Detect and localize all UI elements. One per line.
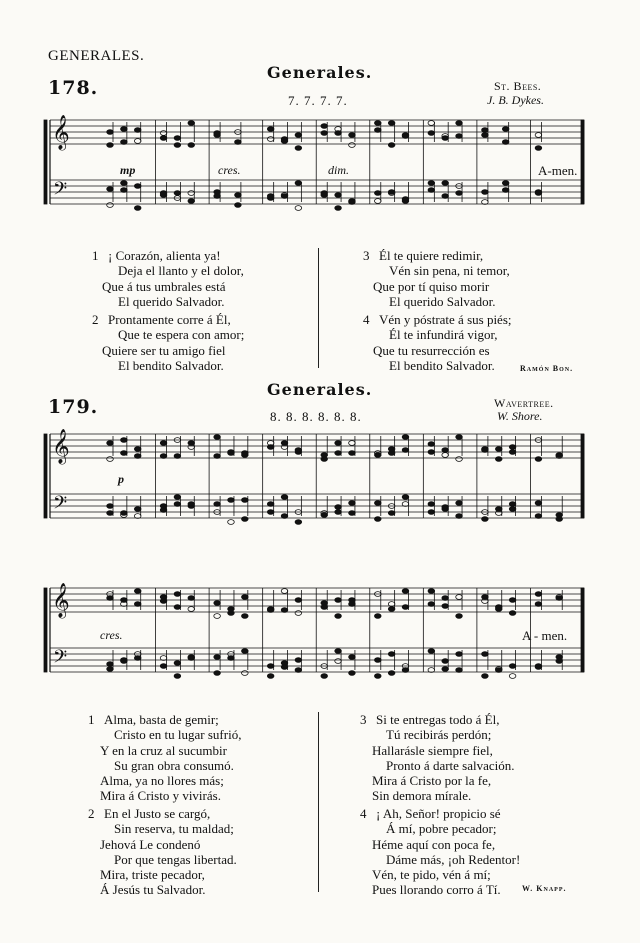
note-head: [281, 495, 288, 500]
note-head: [428, 589, 435, 594]
note-head: [442, 604, 449, 609]
note-head: [134, 602, 141, 607]
note-head: [134, 454, 141, 459]
hymn-meter: 8. 8. 8. 8. 8. 8.: [270, 409, 362, 424]
verse-line: Que te espera con amor;: [118, 327, 245, 343]
note-head: [428, 450, 435, 455]
note-head: [442, 596, 449, 601]
note-head: [188, 607, 195, 612]
note-head: [374, 501, 381, 506]
note-head: [214, 601, 221, 606]
treble-clef-icon: 𝄞: [52, 583, 70, 618]
note-head: [509, 674, 516, 679]
note-head: [402, 589, 409, 594]
note-head: [242, 614, 249, 619]
note-head: [456, 514, 463, 519]
note-head: [556, 596, 563, 601]
verse-line: Prontamente corre á Él,: [108, 312, 231, 327]
note-head: [442, 505, 449, 510]
author-credit: W. Knapp.: [522, 884, 567, 893]
note-head: [374, 517, 381, 522]
hymn-number: 178.: [48, 77, 99, 99]
verse-line: Mira, triste pecador,: [100, 867, 205, 883]
note-head: [402, 448, 409, 453]
note-head: [556, 659, 563, 664]
note-head: [134, 656, 141, 661]
note-head: [349, 451, 356, 456]
note-head: [349, 655, 356, 660]
note-head: [174, 502, 181, 507]
note-head: [281, 514, 288, 519]
note-head: [267, 674, 274, 679]
note-head: [349, 511, 356, 516]
note-head: [295, 520, 302, 525]
brace: [44, 588, 47, 672]
note-head: [267, 664, 274, 669]
note-head: [509, 664, 516, 669]
note-head: [374, 614, 381, 619]
note-head: [402, 495, 409, 500]
note-head: [295, 658, 302, 663]
verse-number: 1: [92, 248, 99, 263]
verse-line: Vén y póstrate á sus piés;: [379, 312, 512, 327]
verse-line: ¡ Ah, Señor! propicio sé: [376, 806, 501, 821]
verse-line: Deja el llanto y el dolor,: [118, 263, 244, 279]
note-head: [335, 505, 342, 510]
author-credit: Ramón Bon.: [520, 364, 574, 373]
verse-line: En el Justo se cargó,: [104, 806, 211, 821]
note-head: [174, 674, 181, 679]
verse-number: 4: [363, 312, 370, 327]
note-head: [535, 665, 542, 670]
hymn-title: Generales.: [267, 63, 373, 82]
dynamic-marking: cres.: [218, 163, 241, 177]
note-head: [428, 502, 435, 507]
note-head: [335, 659, 342, 664]
note-head: [107, 662, 114, 667]
note-head: [121, 659, 128, 664]
note-head: [535, 514, 542, 519]
verse-number: 4: [360, 806, 367, 821]
dynamic-marking: p: [118, 472, 124, 486]
verse-line: El querido Salvador.: [118, 293, 225, 309]
column-divider: [318, 712, 319, 892]
verse-line: Á mí, pobre pecador;: [386, 821, 497, 837]
note-head: [214, 435, 221, 440]
note-head: [428, 442, 435, 447]
note-head: [456, 501, 463, 506]
note-head: [267, 608, 274, 613]
note-head: [242, 451, 249, 456]
note-head: [495, 668, 502, 673]
verse-line: Vén, te pido, vén á mí;: [372, 867, 491, 883]
note-head: [495, 447, 502, 452]
note-head: [188, 502, 195, 507]
verse-line: Dáme más, ¡oh Redentor!: [386, 851, 521, 867]
note-head: [214, 655, 221, 660]
note-head: [456, 668, 463, 673]
note-head: [242, 498, 249, 503]
bass-clef-icon: 𝄢: [53, 179, 68, 204]
hymn-meter: 7. 7. 7. 7.: [288, 93, 348, 108]
note-head: [374, 658, 381, 663]
note-head: [228, 451, 235, 456]
note-head: [402, 605, 409, 610]
note-head: [535, 592, 542, 597]
verse-line: Cristo en tu lugar sufrió,: [114, 727, 242, 743]
note-head: [482, 674, 489, 679]
note-head: [121, 451, 128, 456]
note-head: [388, 671, 395, 676]
note-head: [295, 611, 302, 616]
note-head: [134, 507, 141, 512]
note-head: [214, 454, 221, 459]
note-head: [121, 511, 128, 516]
note-head: [281, 589, 288, 594]
note-head: [107, 441, 114, 446]
note-head: [402, 435, 409, 440]
verse-number: 3: [363, 248, 370, 263]
verse-line: Alma, ya no llores más;: [100, 773, 224, 789]
note-head: [107, 504, 114, 509]
dynamic-marking: dim.: [328, 163, 349, 177]
verse-line: El bendito Salvador.: [389, 357, 495, 373]
note-head: [267, 502, 274, 507]
note-head: [509, 598, 516, 603]
verse-number: 1: [88, 712, 95, 727]
note-head: [242, 517, 249, 522]
verse-line: Vén sin pena, ni temor,: [389, 263, 510, 279]
note-head: [482, 517, 489, 522]
composer: W. Shore.: [497, 409, 543, 423]
note-head: [535, 457, 542, 462]
note-head: [281, 665, 288, 670]
verse-line: Mira á Cristo por la fe,: [372, 773, 492, 789]
hymn-number: 179.: [48, 396, 99, 418]
verse-line: Él te infundirá vigor,: [389, 327, 498, 343]
note-head: [495, 457, 502, 462]
dynamic-marking: mp: [120, 163, 136, 177]
note-head: [556, 517, 563, 522]
note-head: [535, 501, 542, 506]
note-head: [442, 453, 449, 458]
note-head: [456, 595, 463, 600]
verse-line: Y en la cruz al sucumbir: [100, 742, 227, 758]
note-head: [121, 438, 128, 443]
note-head: [335, 510, 342, 515]
note-head: [214, 502, 221, 507]
note-head: [174, 661, 181, 666]
note-head: [509, 507, 516, 512]
verse-line: Pronto á darte salvación.: [386, 757, 515, 773]
note-head: [295, 598, 302, 603]
note-head: [134, 447, 141, 452]
verse-line: El querido Salvador.: [389, 293, 496, 309]
verse-line: Héme aquí con poca fe,: [372, 836, 496, 852]
note-head: [160, 441, 167, 446]
note-head: [482, 652, 489, 657]
note-head: [174, 605, 181, 610]
note-head: [174, 592, 181, 597]
verse-line: Él te quiere redimir,: [379, 248, 484, 263]
note-head: [228, 611, 235, 616]
note-head: [509, 445, 516, 450]
note-head: [228, 656, 235, 661]
composer: J. B. Dykes.: [487, 93, 544, 107]
note-head: [228, 520, 235, 525]
verse-line: Quiere ser tu amigo fiel: [102, 342, 226, 358]
note-head: [349, 441, 356, 446]
note-head: [442, 659, 449, 664]
note-head: [335, 649, 342, 654]
note-head: [428, 602, 435, 607]
note-head: [388, 607, 395, 612]
amen-text: A-men.: [538, 163, 578, 178]
note-head: [456, 457, 463, 462]
note-head: [134, 589, 141, 594]
note-head: [335, 451, 342, 456]
note-head: [242, 649, 249, 654]
verse-line: ¡ Corazón, alienta ya!: [108, 248, 221, 263]
bass-clef-icon: 𝄢: [53, 647, 68, 672]
verse-line: Sin demora mírale.: [372, 788, 472, 804]
note-head: [482, 448, 489, 453]
note-head: [349, 671, 356, 676]
verse-line: Jehová Le condenó: [100, 836, 201, 852]
verse-line: Su gran obra consumó.: [114, 757, 234, 773]
note-head: [495, 605, 502, 610]
verse-line: Tú recibirás perdón;: [386, 727, 492, 743]
note-head: [442, 448, 449, 453]
note-head: [374, 674, 381, 679]
note-head: [509, 450, 516, 455]
note-head: [321, 605, 328, 610]
dynamic-marking: cres.: [100, 628, 123, 642]
verse-line: Si te entregas todo á Él,: [376, 712, 500, 727]
note-head: [349, 501, 356, 506]
verse: [88, 712, 241, 804]
note-head: [335, 598, 342, 603]
note-head: [160, 508, 167, 513]
note-head: [402, 668, 409, 673]
note-head: [456, 435, 463, 440]
note-head: [509, 611, 516, 616]
note-head: [295, 448, 302, 453]
note-head: [335, 441, 342, 446]
verse-line: Que tu resurrección es: [373, 342, 490, 358]
note-head: [428, 649, 435, 654]
treble-clef-icon: 𝄞: [52, 429, 70, 464]
verse-line: Por que tengas libertad.: [114, 851, 237, 867]
page-header: GENERALES.: [48, 48, 145, 64]
verse-line: Alma, basta de gemir;: [104, 712, 219, 727]
note-head: [535, 602, 542, 607]
amen-text: A - men.: [522, 628, 568, 643]
note-head: [281, 608, 288, 613]
note-head: [188, 656, 195, 661]
note-head: [214, 614, 221, 619]
treble-clef-icon: 𝄞: [52, 115, 70, 150]
note-head: [321, 457, 328, 462]
note-head: [349, 602, 356, 607]
verse: [88, 806, 237, 898]
note-head: [442, 667, 449, 672]
verse-number: 3: [360, 712, 367, 727]
note-head: [174, 454, 181, 459]
verse: [360, 712, 515, 804]
note-head: [174, 495, 181, 500]
note-head: [107, 667, 114, 672]
note-head: [188, 596, 195, 601]
verse-line: Que á tus umbrales está: [102, 278, 226, 294]
note-head: [388, 451, 395, 456]
hymn-title: Generales.: [267, 380, 373, 399]
tune-name: Wavertree.: [494, 396, 554, 410]
note-head: [214, 671, 221, 676]
note-head: [107, 511, 114, 516]
note-head: [388, 511, 395, 516]
note-head: [335, 614, 342, 619]
note-head: [388, 652, 395, 657]
final-bar: [581, 434, 584, 518]
verse-line: Á Jesús tu Salvador.: [100, 882, 206, 898]
note-head: [321, 674, 328, 679]
verse-number: 2: [88, 806, 95, 821]
note-head: [428, 510, 435, 515]
note-head: [456, 614, 463, 619]
verse-line: Hallarásle siempre fiel,: [372, 742, 493, 758]
note-head: [267, 445, 274, 450]
verse-line: Que por tí quiso morir: [373, 278, 490, 294]
note-head: [160, 454, 167, 459]
note-head: [160, 664, 167, 669]
note-head: [107, 457, 114, 462]
note-head: [509, 502, 516, 507]
note-head: [456, 652, 463, 657]
note-head: [242, 671, 249, 676]
verse-line: Pues llorando corro á Tí.: [372, 882, 501, 898]
verse-line: El bendito Salvador.: [118, 357, 224, 373]
verse-line: Mira á Cristo y vivirás.: [100, 788, 221, 804]
note-head: [267, 510, 274, 515]
note-head: [295, 668, 302, 673]
bass-clef-icon: 𝄢: [53, 493, 68, 518]
verse: [360, 806, 520, 898]
note-head: [228, 498, 235, 503]
brace: [44, 434, 47, 518]
note-head: [242, 595, 249, 600]
note-head: [107, 596, 114, 601]
verse-line: Sin reserva, tu maldad;: [114, 821, 234, 837]
verse-number: 2: [92, 312, 99, 327]
tune-name: St. Bees.: [494, 79, 542, 93]
note-head: [160, 599, 167, 604]
final-bar: [581, 588, 584, 672]
